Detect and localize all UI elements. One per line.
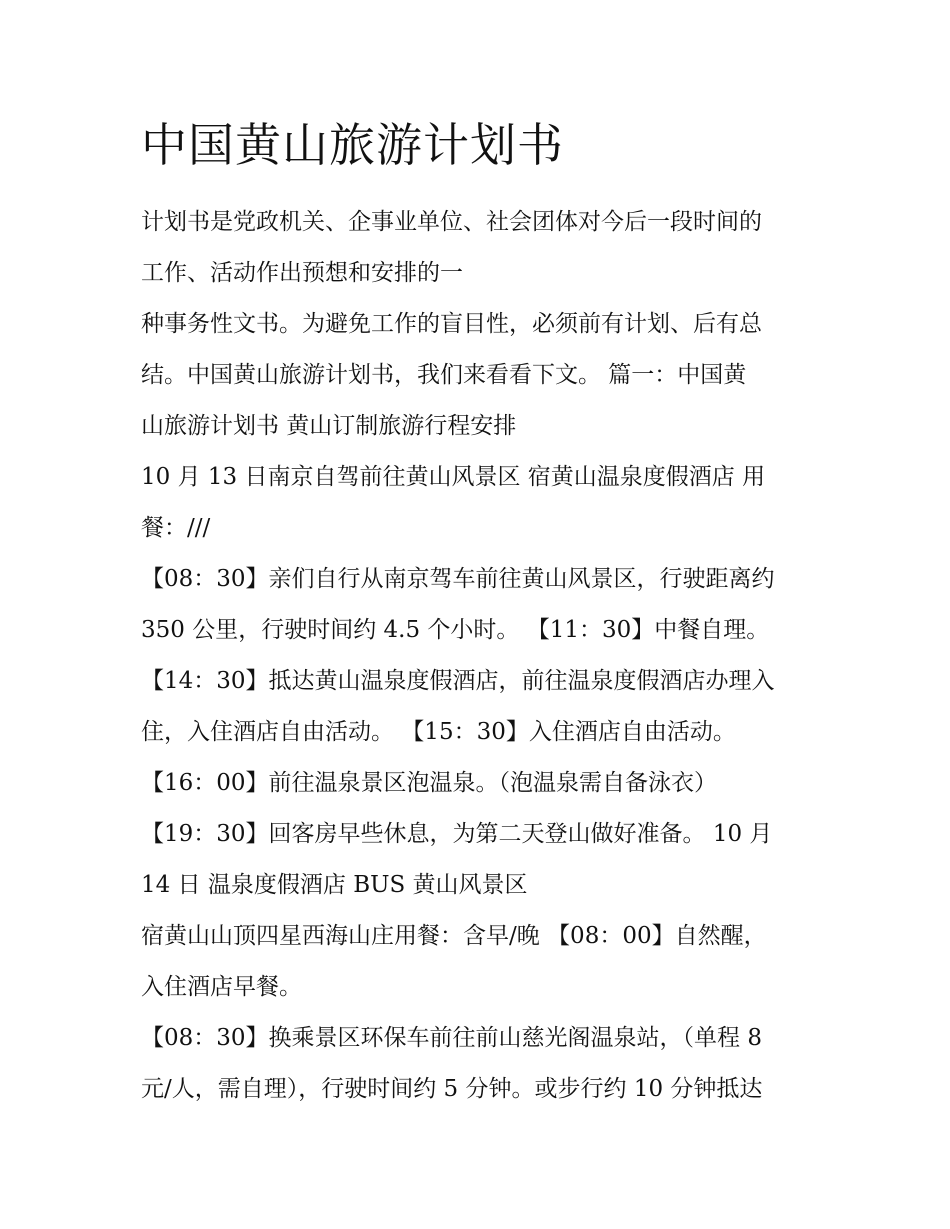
text-line: 宿黄山山顶四星西海山庄用餐：含早/晚 【08：00】自然醒， — [141, 923, 767, 949]
text-line: 【14：30】抵达黄山温泉度假酒店，前往温泉度假酒店办理入 — [141, 668, 775, 694]
text-line: 【19：30】回客房早些休息，为第二天登山做好准备。 10 月 — [141, 821, 773, 847]
text-line: 10 月 13 日南京自驾前往黄山风景区 宿黄山温泉度假酒店 用 — [141, 464, 766, 490]
text-line: 14 日 温泉度假酒店 BUS 黄山风景区 — [141, 872, 528, 898]
text-line: 【08：30】亲们自行从南京驾车前往黄山风景区，行驶距离约 — [141, 566, 775, 592]
text-line: 住，入住酒店自由活动。 【15：30】入住酒店自由活动。 — [141, 719, 736, 745]
document-body — [141, 197, 816, 1115]
text-line: 元/人，需自理），行驶时间约 5 分钟。或步行约 10 分钟抵达 — [141, 1076, 763, 1102]
text-line: 山旅游计划书 黄山订制旅游行程安排 — [141, 413, 517, 439]
text-line: 入住酒店早餐。 — [141, 974, 302, 1000]
text-line: 【08：30】换乘景区环保车前往前山慈光阁温泉站，（单程 8 — [141, 1025, 762, 1051]
text-line: 餐：/// — [141, 515, 211, 541]
text-line: 350 公里，行驶时间约 4.5 个小时。 【11：30】中餐自理。 — [141, 617, 770, 643]
document-title: 中国黄山旅游计划书 — [141, 118, 564, 172]
text-line: 工作、活动作出预想和安排的一 — [141, 260, 463, 286]
text-line: 种事务性文书。为避免工作的盲目性，必须前有计划、后有总 — [141, 311, 762, 337]
text-line: 计划书是党政机关、企事业单位、社会团体对今后一段时间的 — [141, 209, 762, 235]
text-line: 结。中国黄山旅游计划书，我们来看看下文。 篇一：中国黄 — [141, 362, 747, 388]
text-line: 【16：00】前往温泉景区泡温泉。（泡温泉需自备泳衣） — [141, 770, 718, 796]
